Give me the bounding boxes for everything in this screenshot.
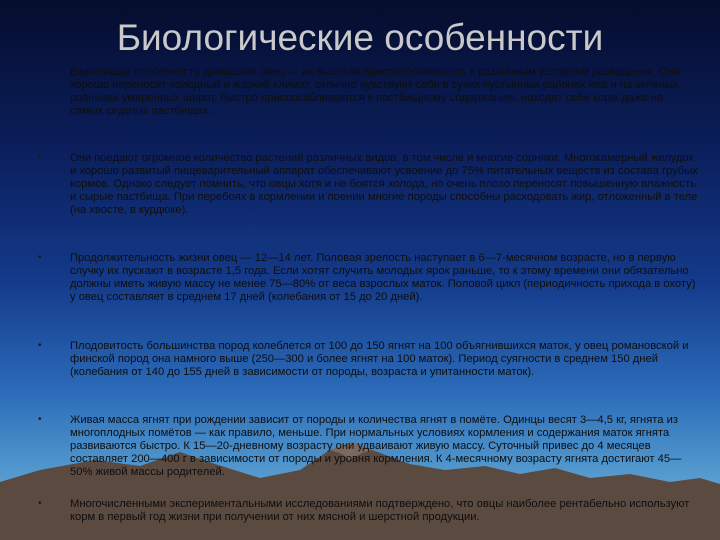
paragraph-lifespan: Продолжительность жизни овец — 12—14 лет. Половая зрелость наступает в 6—7-месячном возрасте, но в первую случку их пускают в возрасте 1,5 года. Если хотят случить молодых ярок раньше, то к этому времени они обязательно должны иметь живую массу не менее 75—80% от веса взрослых маток. Половой цикл (периодичность прихода в охоту) у овец составляет в среднем 17 дней (колебания от 15 до 20 дней).	[70, 252, 696, 303]
bullet-marker: •	[38, 414, 42, 425]
paragraph-adaptability: Важнейшая особенность домашних овец — их высокая приспособляемость к различным условиям разведения. Они хорошо переносят холодный и жаркий климат, отлично чувствуют себя в сухих пустынных районах юга и на зелёных равнинах умеренных широт, быстро приспосабливаются к пастбищному содержанию, находят себе корм даже на самых скудных пастбищах.	[70, 66, 680, 117]
paragraph-lamb-weight: Живая масса ягнят при рождении зависит от породы и количества ягнят в помёте. Одинцы весят 3—4,5 кг, ягнята из многоплодных помётов — как правило, меньше. При нормальных условиях кормления и содержания маток ягнята развиваются быстро. К 15—20-дневному возрасту они удваивают живую массу. Суточный привес до 4 месяцев составляет 200—400 г в зависимости от породы и уровня кормления. К 4-месячному возрасту ягнята достигают 45— 50% живой массы родителей.	[70, 414, 682, 478]
bullet-marker: •	[38, 498, 42, 509]
bullet-marker: •	[38, 152, 42, 163]
bullet-marker: •	[38, 252, 42, 263]
bullet-marker: •	[38, 340, 42, 351]
paragraph-feeding: Они поедают огромное количество растений различных видов, в том числе и многие сорняки. Многокамерный желудок и хорошо развитый пищеварительный аппарат обеспечивают усвоение до 75% питательных веществ из состава грубых кормов. Однако следует помнить, что овцы хотя и не боятся холода, но очень плохо переносят повышенную влажность и сырые пастбища. При перебоях в кормлении и поении многие породы способны расходовать жир, отложенный в теле (на хвосте, в курдюке).	[70, 152, 698, 216]
slide-title: Биологические особенности	[116, 17, 604, 58]
bullet-marker: •	[38, 66, 42, 77]
paragraph-fertility: Плодовитость большинства пород колеблется от 100 до 150 ягнят на 100 объягнившихся маток, у овец романовской и финской пород она намного выше (250—300 и более ягнят на 100 маток). Период суягности в среднем 150 дней (колебания от 140 до 155 дней в зависимости от породы, возраста и упитанности маток).	[70, 340, 689, 378]
paragraph-feed-efficiency: Многочисленными экспериментальными исследованиями подтверждено, что овцы наиболее рентабельно используют корм в первый год жизни при получении от них мясной и шерстной продукции.	[70, 498, 690, 523]
